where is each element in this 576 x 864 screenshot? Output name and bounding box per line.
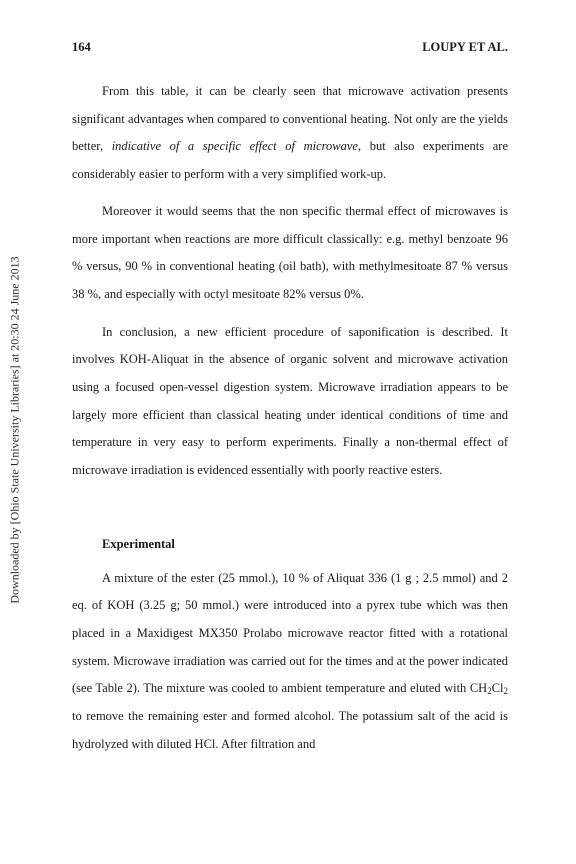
paragraph-results <box>72 78 508 189</box>
chemical-formula <box>470 681 508 695</box>
formula-part: CH <box>469 681 488 696</box>
section-heading-experimental: Experimental <box>102 536 175 551</box>
formula-subscript: 2 <box>487 686 492 697</box>
page-header <box>72 40 508 56</box>
formula-subscript: 2 <box>503 686 508 697</box>
paragraph-results-text-end: , but also experiments are considerably easier to perform with a very simplified work-up. <box>72 139 508 182</box>
article-body <box>72 78 508 758</box>
formula-part: Cl <box>491 681 504 696</box>
page-number: 164 <box>72 40 91 54</box>
paragraph-results-text: From this table, it can be clearly seen that microwave activation presents significant advantages when compared to conventional heating. Not only are the yields better, <box>72 84 508 154</box>
running-head: LOUPY ET AL. <box>422 40 508 54</box>
paragraph-experimental-text-end: to remove the remaining ester and formed alcohol. The potassium salt of the acid is hydrolyzed with diluted HCl. After filtration and <box>72 709 508 751</box>
download-watermark <box>4 220 26 640</box>
paragraph-conclusion: In conclusion, a new efficient procedure of saponification is described. It involves KOH-Aliquat in the absence of organic solvent and microwave activation using a focused open-vessel digestion system. Microwave irradiation appears to be largely more efficient than classical heating under identical conditions of time and temperature in very easy to perform experiments. Finally a non-thermal effect of microwave irradiation is evidenced essentially with poorly reactive esters. <box>72 324 508 478</box>
paragraph-results-emphasis: indicative of a specific effect of microwave <box>111 139 358 154</box>
paragraph-thermal-effect: Moreover it would seems that the non specific thermal effect of microwaves is more important when reactions are more difficult classically: e.g. methyl benzoate 96 % versus, 90 % in conventional heating (oil bath), with methylmesitoate 87 % versus 38 %, and especially with octyl mesitoate 82% versus 0%. <box>72 203 508 301</box>
download-watermark-text: Downloaded by [Ohio State University Libraries] at 20:30 24 June 2013 <box>7 256 22 604</box>
paragraph-experimental <box>72 565 508 759</box>
paragraph-experimental-text: A mixture of the ester (25 mmol.), 10 % of Aliquat 336 (1 g ; 2.5 mmol) and 2 eq. of KOH (3.25 g; 50 mmol.) were introduced into a pyrex tube which was then placed in a Maxidigest MX350 Prolabo microwave reactor fitted with a rotational system. Microwave irradiation was carried out for the times and at the power indicated (see Table 2). The mixture was cooled to ambient temperature and eluted with <box>72 570 508 696</box>
